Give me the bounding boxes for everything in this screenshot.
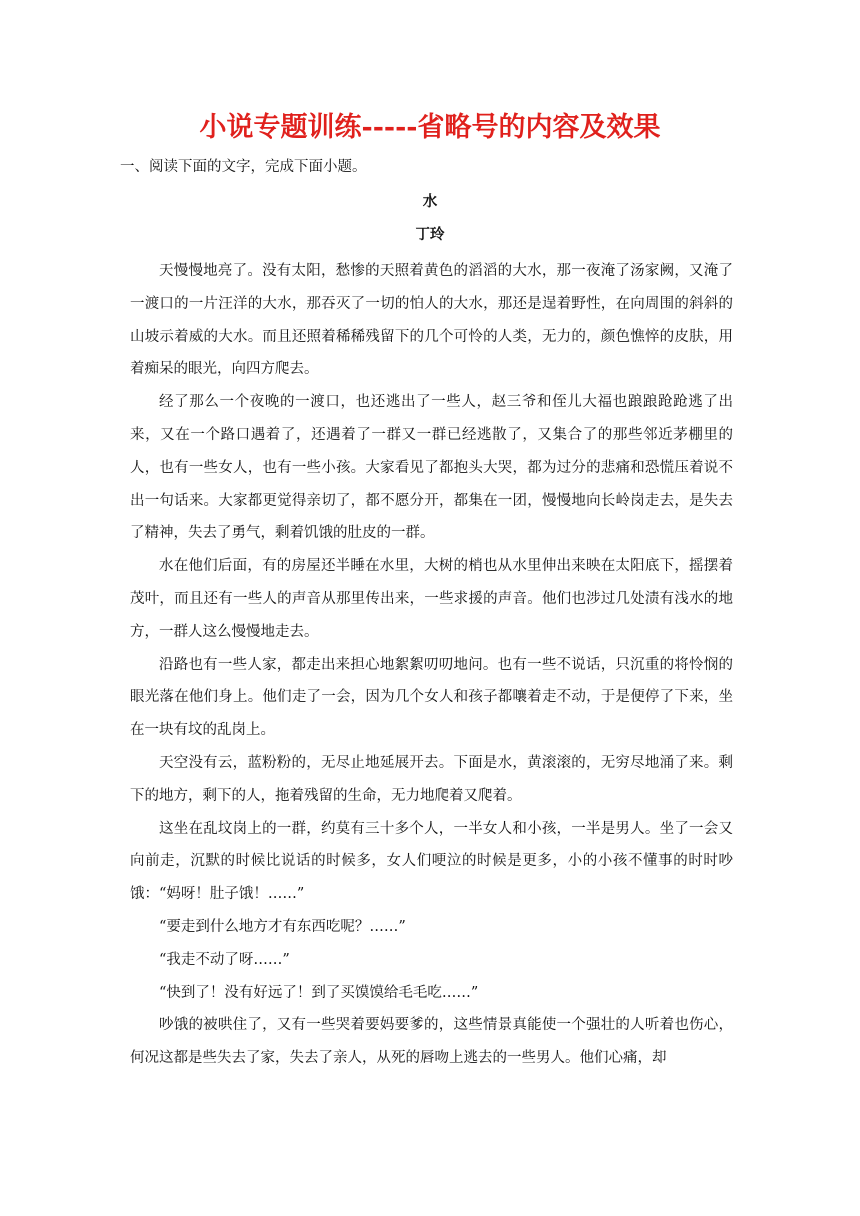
document-title: 小说专题训练-----省略号的内容及效果 [199, 112, 661, 143]
paragraph: 天空没有云，蓝粉粉的，无尽止地延展开去。下面是水，黄滚滚的，无穷尽地涌了来。剩下的地方，剩下的人，拖着残留的生命，无力地爬着又爬着。 [130, 754, 733, 804]
paragraph: 天慢慢地亮了。没有太阳，愁惨的天照着黄色的滔滔的大水，那一夜淹了汤家阙，又淹了一渡口的一片汪洋的大水，那吞灭了一切的怕人的大水，那还是逞着野性，在向周围的斜斜的山坡示着威的大水。而且还照着稀稀残留下的几个可怜的人类，无力的，颜色憔悴的皮肤，用着痴呆的眼光，向四方爬去。 [130, 263, 733, 378]
dialogue-line: “快到了！没有好远了！到了买馍馍给毛毛吃……” [159, 984, 479, 1001]
paragraph: 经了那么一个夜晚的一渡口，也还逃出了一些人，赵三爷和侄儿大福也踉踉跄跄逃了出来，又在一个路口遇着了，还遇着了一群又一群已经逃散了，又集合了的那些邻近茅棚里的人，也有一些女人，也有一些小孩。大家看见了都抱头大哭，都为过分的悲痛和恐慌压着说不出一句话来。大家都更觉得亲切了，都不愿分开，都集在一团，慢慢地向长岭岗走去，是失去了精神，失去了勇气，剩着饥饿的肚皮的一群。 [130, 394, 733, 542]
paragraph: 这坐在乱坟岗上的一群，约莫有三十多个人，一半女人和小孩，一半是男人。坐了一会又向前走，沉默的时候比说话的时候多，女人们哽泣的时候是更多，小的小孩不懂事的时时吵饿：“妈呀！肚子饿！……” [130, 820, 733, 903]
paragraph: 水在他们后面，有的房屋还半睡在水里，大树的梢也从水里伸出来映在太阳底下，摇摆着茂叶，而且还有一些人的声音从那里传出来，一些求援的声音。他们也涉过几处渍有浅水的地方，一群人这么慢慢地走去。 [130, 558, 733, 640]
paragraph: 沿路也有一些人家，都走出来担心地絮絮叨叨地问。也有一些不说话，只沉重的将怜悯的眼光落在他们身上。他们走了一会，因为几个女人和孩子都嚷着走不动，于是便停了下来，坐在一块有坟的乱岗上。 [130, 656, 733, 739]
author-name: 丁玲 [415, 226, 445, 243]
paragraph: 吵饿的被哄住了，又有一些哭着要妈要爹的，这些情景真能使一个强壮的人听着也伤心，何况这都是些失去了家，失去了亲人，从死的唇吻上逃去的一些男人。他们心痛，却 [130, 1017, 733, 1067]
dialogue-line: “我走不动了呀……” [159, 951, 290, 968]
story-title: 水 [422, 193, 438, 210]
dialogue-line: “要走到什么地方才有东西吃呢？……” [159, 918, 406, 935]
story-body [130, 255, 733, 1075]
section-heading: 一、阅读下面的文字，完成下面小题。 [120, 159, 367, 175]
